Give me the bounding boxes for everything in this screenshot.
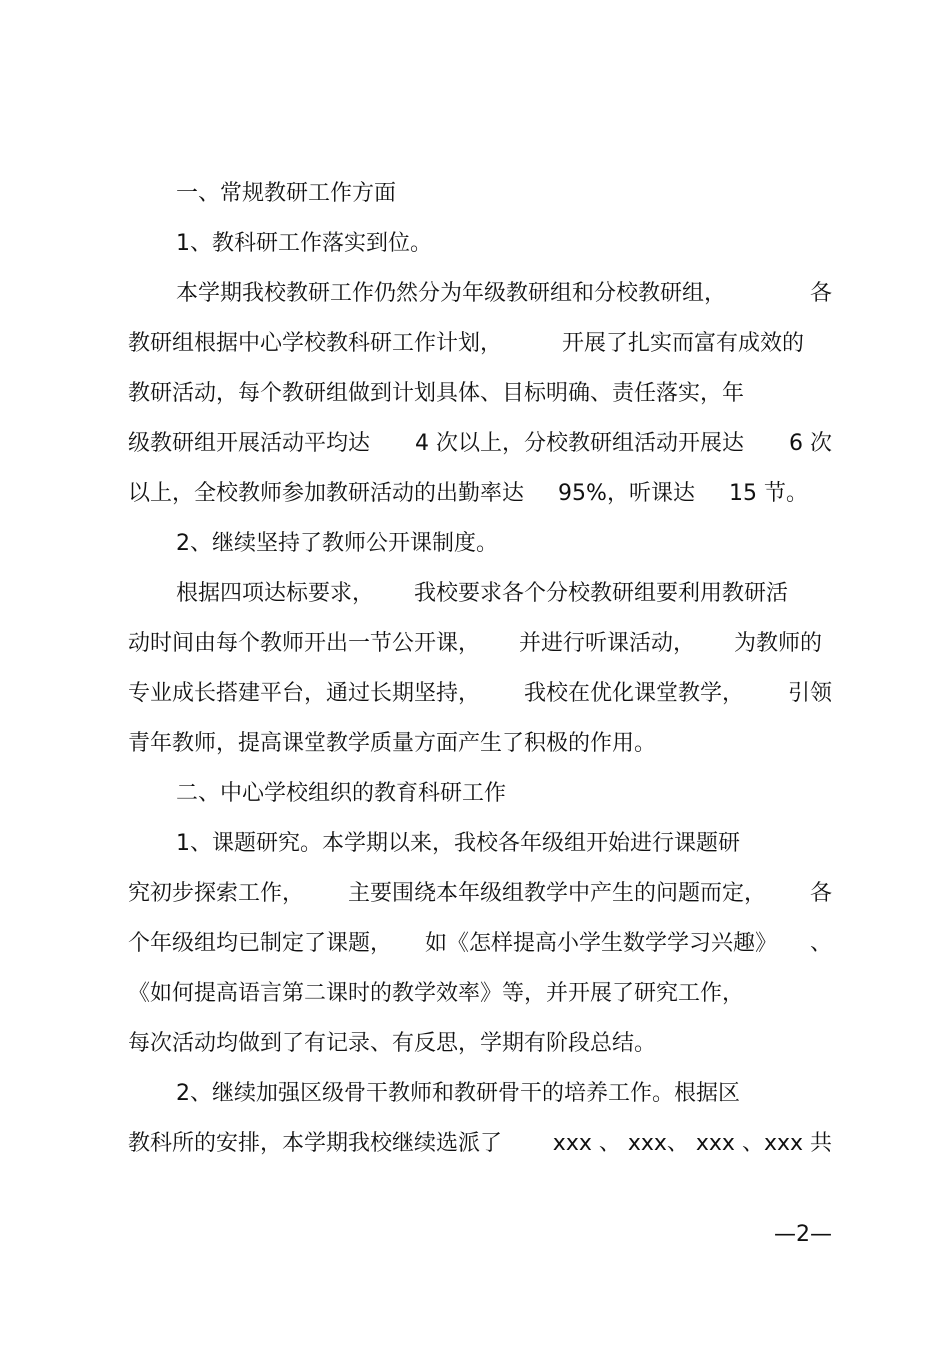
line-text: 教研组根据中心学校教科研工作计划， <box>128 331 503 356</box>
paragraph-line <box>128 676 832 712</box>
line-text: 各 <box>809 281 832 306</box>
line-text: 二、中心学校组织的教育科研工作 <box>176 781 507 806</box>
line-text: 以上，全校教师参加教研活动的出勤率达 <box>128 481 525 506</box>
line-text: 2、继续坚持了教师公开课制度。 <box>176 531 498 556</box>
paragraph-line <box>128 426 832 462</box>
line-text: 引领 <box>787 681 832 706</box>
line-text: 个年级组均已制定了课题， <box>128 931 393 956</box>
line-text: 6 次 <box>788 431 832 456</box>
paragraph-line <box>128 476 808 512</box>
line-text: 、 <box>809 931 832 956</box>
line-text: 教研活动，每个教研组做到计划具体、目标明确、责任落实，年 <box>128 381 745 406</box>
line-text: 根据四项达标要求， <box>176 581 375 606</box>
line-text: 究初步探索工作， <box>128 881 305 906</box>
paragraph-line <box>128 1026 832 1062</box>
page-number: —2— <box>774 1222 832 1247</box>
line-text: 1、教科研工作落实到位。 <box>176 231 432 256</box>
line-text: 《如何提高语言第二课时的教学效率》等，并开展了研究工作， <box>128 981 745 1006</box>
paragraph-line <box>128 876 832 912</box>
line-text: 主要围绕本年级组教学中产生的问题而定， <box>347 881 766 906</box>
line-text: 15 节。 <box>728 481 808 506</box>
line-text: 如《怎样提高小学生数学学习兴趣》 <box>424 931 777 956</box>
paragraph-line <box>176 276 832 312</box>
paragraph-line <box>128 326 804 362</box>
subsection-heading-1-1 <box>176 226 832 262</box>
paragraph-line <box>128 976 832 1012</box>
line-text: 我校在优化课堂教学， <box>523 681 744 706</box>
line-text: 并进行听课活动， <box>518 631 695 656</box>
paragraph-line <box>128 926 832 962</box>
line-text: 2、继续加强区级骨干教师和教研骨干的培养工作。根据区 <box>176 1081 740 1106</box>
line-text: 为教师的 <box>733 631 822 656</box>
line-text: 开展了扎实而富有成效的 <box>561 331 804 356</box>
line-text: 95%，听课达 <box>558 481 695 506</box>
subsection-heading-1-2 <box>176 526 832 562</box>
section-heading-2 <box>176 776 832 812</box>
paragraph-line <box>128 376 832 412</box>
line-text: 动时间由每个教师开出一节公开课， <box>128 631 481 656</box>
paragraph-line <box>176 826 832 862</box>
line-text: 级教研组开展活动平均达 <box>128 431 371 456</box>
line-text: 我校要求各个分校教研组要利用教研活 <box>413 581 788 606</box>
paragraph-line <box>176 576 788 612</box>
paragraph-line <box>128 1126 832 1162</box>
line-text: 4 次以上，分校教研组活动开展达 <box>415 431 744 456</box>
line-text: 每次活动均做到了有记录、有反思，学期有阶段总结。 <box>128 1031 657 1056</box>
paragraph-line <box>128 626 822 662</box>
line-text: 1、课题研究。本学期以来，我校各年级组开始进行课题研 <box>176 831 740 856</box>
line-text: 专业成长搭建平台，通过长期坚持， <box>128 681 481 706</box>
line-text: 青年教师，提高课堂教学质量方面产生了积极的作用。 <box>128 731 657 756</box>
line-text: 教科所的安排，本学期我校继续选派了 <box>128 1131 503 1156</box>
section-heading-1 <box>176 176 832 212</box>
line-text: 各 <box>809 881 832 906</box>
line-text: xxx 、 xxx、 xxx 、xxx 共 <box>552 1131 832 1156</box>
line-text: 一、常规教研工作方面 <box>176 181 397 206</box>
paragraph-line <box>128 726 832 762</box>
paragraph-line <box>176 1076 832 1112</box>
line-text: 本学期我校教研工作仍然分为年级教研组和分校教研组， <box>176 281 727 306</box>
